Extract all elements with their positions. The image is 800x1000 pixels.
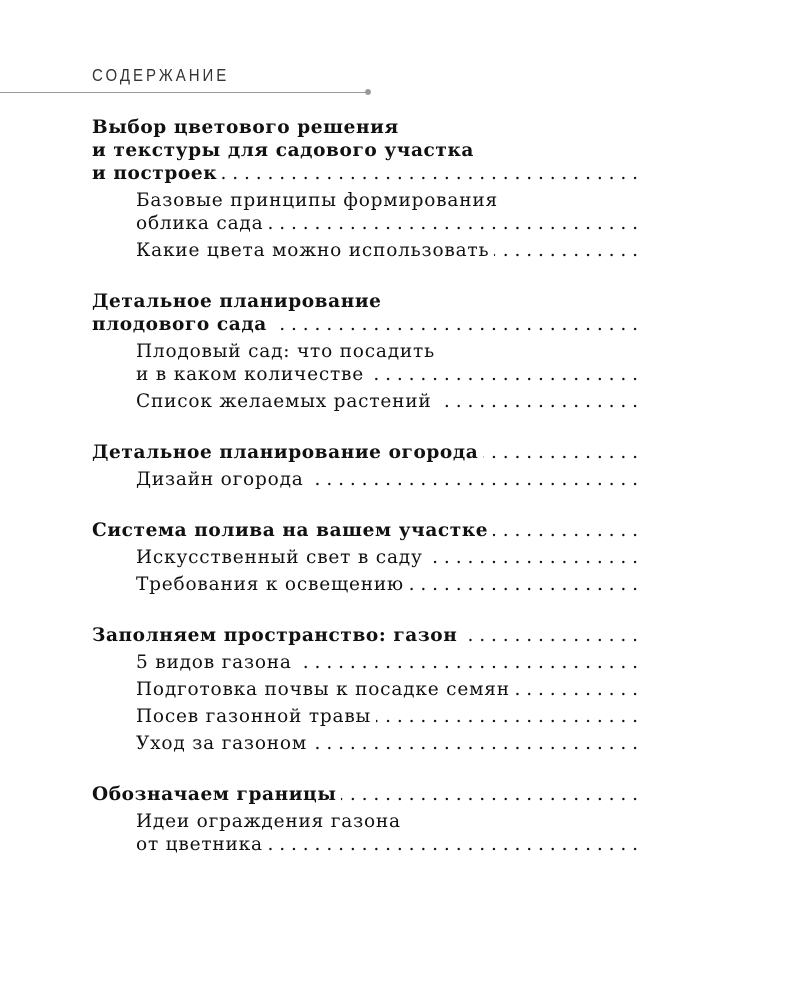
toc-sub-entry[interactable] (92, 651, 638, 674)
toc-sub-text: Подготовка почвы к посадке семян (136, 679, 510, 700)
dot-leader (268, 833, 638, 856)
toc-main-line[interactable] (92, 624, 638, 647)
toc-sub-line (92, 573, 638, 596)
toc-sub-text: Идеи ограждения газона (136, 811, 401, 832)
dot-leader (309, 468, 638, 491)
toc-sub-line (92, 546, 638, 569)
toc-section (92, 783, 638, 856)
header-rule (0, 92, 366, 93)
table-of-contents (92, 116, 638, 884)
toc-sub-line (92, 468, 638, 491)
toc-sub-text: и в каком количестве (136, 364, 364, 385)
toc-main-text: Заполняем пространство: газон (92, 625, 458, 646)
toc-section (92, 290, 638, 413)
toc-sub-text: Плодовый сад: что посадить (136, 341, 435, 362)
toc-sub-line (92, 390, 638, 413)
toc-main-line (92, 139, 638, 162)
toc-main-text: и текстуры для садового участка (92, 140, 475, 161)
toc-sub-line (92, 212, 638, 235)
dot-leader (312, 732, 638, 755)
toc-sub-entry[interactable] (92, 705, 638, 728)
dot-leader (437, 390, 639, 413)
toc-sub-line (92, 810, 638, 833)
toc-main-line[interactable] (92, 441, 638, 464)
toc-main-line[interactable] (92, 519, 638, 542)
toc-main-text: Детальное планирование (92, 291, 382, 312)
toc-sub-entry[interactable] (92, 390, 638, 413)
dot-leader (515, 678, 638, 701)
toc-sub-entry[interactable] (92, 340, 638, 386)
toc-sub-text: Базовые принципы формирования (136, 190, 498, 211)
toc-section (92, 441, 638, 491)
toc-main-line[interactable] (92, 162, 638, 185)
toc-main-text: Обозначаем границы (92, 784, 337, 805)
toc-sub-text: Уход за газоном (136, 733, 308, 754)
toc-sub-entry[interactable] (92, 678, 638, 701)
toc-sub-line (92, 363, 638, 386)
dot-leader (222, 162, 638, 185)
toc-main-line (92, 116, 638, 139)
toc-sub-text: Какие цвета можно использовать (136, 240, 490, 261)
running-header (0, 64, 372, 98)
toc-main-text: и построек (92, 163, 218, 184)
toc-main-text: плодового сада (92, 314, 267, 335)
toc-sub-entry[interactable] (92, 810, 638, 856)
toc-sub-text: Посев газонной травы (136, 706, 372, 727)
toc-sub-entry[interactable] (92, 239, 638, 262)
toc-main-text: Система полива на вашем участке (92, 520, 489, 541)
toc-sub-entry[interactable] (92, 573, 638, 596)
toc-main-text: Выбор цветового решения (92, 117, 399, 138)
toc-sub-line (92, 239, 638, 262)
dot-leader (376, 705, 638, 728)
toc-sub-line (92, 833, 638, 856)
toc-sub-text: Дизайн огорода (136, 469, 304, 490)
toc-sub-entry[interactable] (92, 189, 638, 235)
dot-leader (268, 212, 638, 235)
dot-leader (494, 239, 638, 262)
toc-sub-line (92, 705, 638, 728)
toc-sub-text: Искусственный свет в саду (136, 547, 423, 568)
toc-sub-line (92, 678, 638, 701)
toc-main-line (92, 290, 638, 313)
toc-sub-text: 5 видов газона (136, 652, 292, 673)
dot-leader (483, 441, 638, 464)
toc-sub-line (92, 651, 638, 674)
dot-leader (428, 546, 638, 569)
toc-sub-text: от цветника (136, 834, 263, 855)
toc-main-line[interactable] (92, 313, 638, 336)
dot-leader (462, 624, 638, 647)
header-rule-dot (365, 89, 371, 95)
toc-sub-text: Требования к освещению (136, 574, 404, 595)
toc-sub-text: облика сада (136, 213, 264, 234)
toc-sub-text: Список желаемых растений (136, 391, 432, 412)
dot-leader (272, 313, 638, 336)
header-title: СОДЕРЖАНИЕ (92, 66, 230, 86)
toc-sub-line (92, 732, 638, 755)
toc-sub-entry[interactable] (92, 468, 638, 491)
toc-sub-entry[interactable] (92, 732, 638, 755)
toc-main-line[interactable] (92, 783, 638, 806)
toc-section (92, 116, 638, 262)
toc-main-text: Детальное планирование огорода (92, 442, 479, 463)
toc-section (92, 624, 638, 755)
toc-sub-line (92, 189, 638, 212)
dot-leader (493, 519, 638, 542)
dot-leader (297, 651, 638, 674)
toc-section (92, 519, 638, 596)
dot-leader (341, 783, 638, 806)
dot-leader (409, 573, 638, 596)
toc-sub-entry[interactable] (92, 546, 638, 569)
dot-leader (369, 363, 638, 386)
toc-sub-line (92, 340, 638, 363)
